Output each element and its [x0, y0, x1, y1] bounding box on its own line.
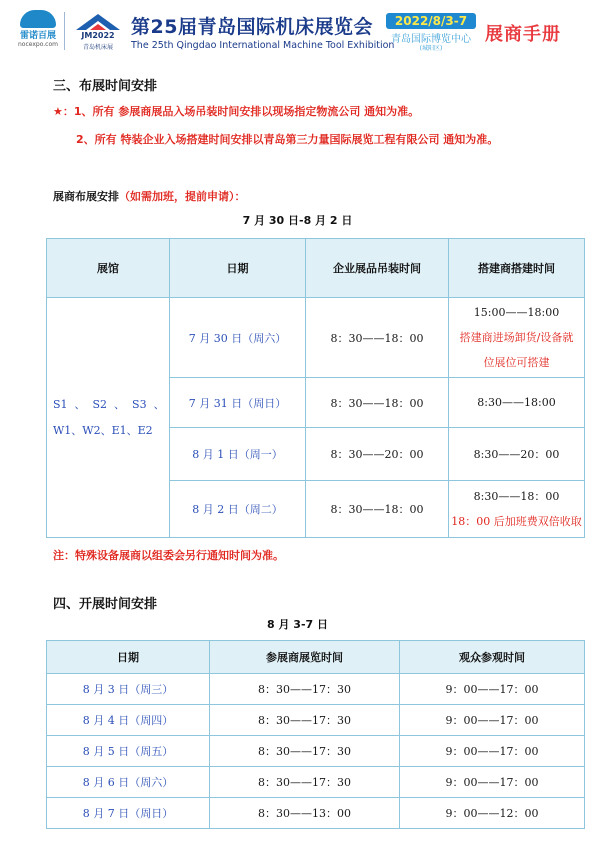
exhibition-title-en: The 25th Qingdao International Machine Tool Exhibition	[131, 40, 395, 51]
col-header-date: 日期	[47, 641, 210, 674]
exhibition-title: 第25届青岛国际机床展览会	[131, 16, 373, 38]
logo1-text: 雷诺百展	[19, 31, 56, 41]
build-time-cell: 8:30——18:00	[449, 378, 585, 428]
visitor-time-cell: 9：00——17：00	[400, 705, 585, 736]
section3-heading: 三、布展时间安排	[53, 79, 158, 94]
visitor-time-cell: 9：00——17：00	[400, 767, 585, 798]
header-divider	[64, 12, 65, 50]
schedule-label-text: 展商布展安排	[53, 190, 119, 203]
date-cell: 7 月 31 日（周日）	[170, 378, 306, 428]
table-row	[47, 767, 585, 798]
col-header-visitor-time: 观众参观时间	[400, 641, 585, 674]
date-cell: 8 月 1 日（周一）	[170, 428, 306, 481]
hoist-time-cell: 8：30——18：00	[306, 378, 449, 428]
date-cell: 8 月 3 日（周三）	[47, 674, 210, 705]
table-row	[47, 298, 585, 378]
build-time: 15:00——18:00	[473, 306, 560, 319]
table-row	[47, 798, 585, 829]
logo2-text: JM2022	[81, 31, 115, 40]
opening-date-range: 8 月 3-7 日	[266, 618, 328, 631]
date-cell: 8 月 2 日（周二）	[170, 481, 306, 538]
table-header-row	[47, 641, 585, 674]
exhibitor-time-cell: 8：30——17：30	[210, 705, 400, 736]
build-time: 8:30——18：00	[473, 490, 560, 503]
build-note-line-1: 18：00 后加班费双倍收取	[451, 515, 582, 528]
date-badge: 2022/8/3-7	[386, 13, 476, 29]
table-row	[47, 674, 585, 705]
build-time-cell	[449, 298, 585, 378]
hoist-time-cell: 8：30——20：00	[306, 428, 449, 481]
exhibitor-time-cell: 8：30——17：30	[210, 674, 400, 705]
col-header-build: 搭建商搭建时间	[449, 239, 585, 298]
build-time-cell: 8:30——20：00	[449, 428, 585, 481]
setup-schedule-table	[46, 238, 585, 538]
hoist-time-cell: 8：30——18：00	[306, 481, 449, 538]
col-header-hoist: 企业展品吊装时间	[306, 239, 449, 298]
date-cell: 8 月 6 日（周六）	[47, 767, 210, 798]
manual-title: 展商手册	[485, 24, 561, 45]
halls-line-2: W1、W2、E1、E2	[53, 423, 153, 437]
note-2: 2、所有 特装企业入场搭建时间安排以青岛第三力量国际展览工程有限公司 通知为准。	[76, 133, 499, 146]
exhibitor-time-cell: 8：30——13：00	[210, 798, 400, 829]
section4-heading: 四、开展时间安排	[53, 597, 158, 612]
special-equipment-note: 注：特殊设备展商以组委会另行通知时间为准。	[53, 549, 284, 562]
jm2022-logo	[68, 12, 128, 52]
date-cell: 8 月 4 日（周四）	[47, 705, 210, 736]
schedule-label	[53, 188, 246, 204]
hoist-time-cell: 8：30——18：00	[306, 298, 449, 378]
setup-date-range: 7 月 30 日-8 月 2 日	[242, 214, 353, 227]
venue-district: (城阳区)	[419, 45, 443, 52]
exhibitor-time-cell: 8：30——17：30	[210, 767, 400, 798]
build-note-line-1: 搭建商进场卸货/设备就	[459, 331, 574, 344]
page-header	[0, 0, 595, 58]
jm-mark-icon	[76, 12, 120, 30]
exhibitor-time-cell: 8：30——17：30	[210, 736, 400, 767]
build-time-cell	[449, 481, 585, 538]
nocexpo-logo	[14, 10, 62, 54]
table-row	[47, 705, 585, 736]
visitor-time-cell: 9：00——17：00	[400, 736, 585, 767]
build-note-line-2: 位展位可搭建	[483, 356, 550, 369]
visitor-time-cell: 9：00——17：00	[400, 674, 585, 705]
table-row	[47, 736, 585, 767]
date-cell: 7 月 30 日（周六）	[170, 298, 306, 378]
hall-cell	[47, 298, 170, 538]
logo1-sub: nocexpo.com	[17, 41, 58, 48]
date-cell: 8 月 5 日（周五）	[47, 736, 210, 767]
opening-schedule-table	[46, 640, 585, 829]
col-header-exhibitor-time: 参展商展览时间	[210, 641, 400, 674]
table-header-row	[47, 239, 585, 298]
col-header-date: 日期	[170, 239, 306, 298]
cloud-icon	[20, 10, 56, 28]
date-cell: 8 月 7 日（周日）	[47, 798, 210, 829]
venue-name: 青岛国际博览中心	[391, 34, 471, 45]
note-1: ★：1、所有 参展商展品入场吊装时间安排以现场指定物流公司 通知为准。	[53, 105, 420, 118]
halls-line-1: S1 、 S2 、 S3 、	[53, 397, 165, 411]
col-header-hall: 展馆	[47, 239, 170, 298]
logo2-sub: 青岛机床展	[82, 44, 113, 51]
visitor-time-cell: 9：00——12：00	[400, 798, 585, 829]
schedule-label-note: （如需加班，提前申请）：	[119, 190, 246, 203]
